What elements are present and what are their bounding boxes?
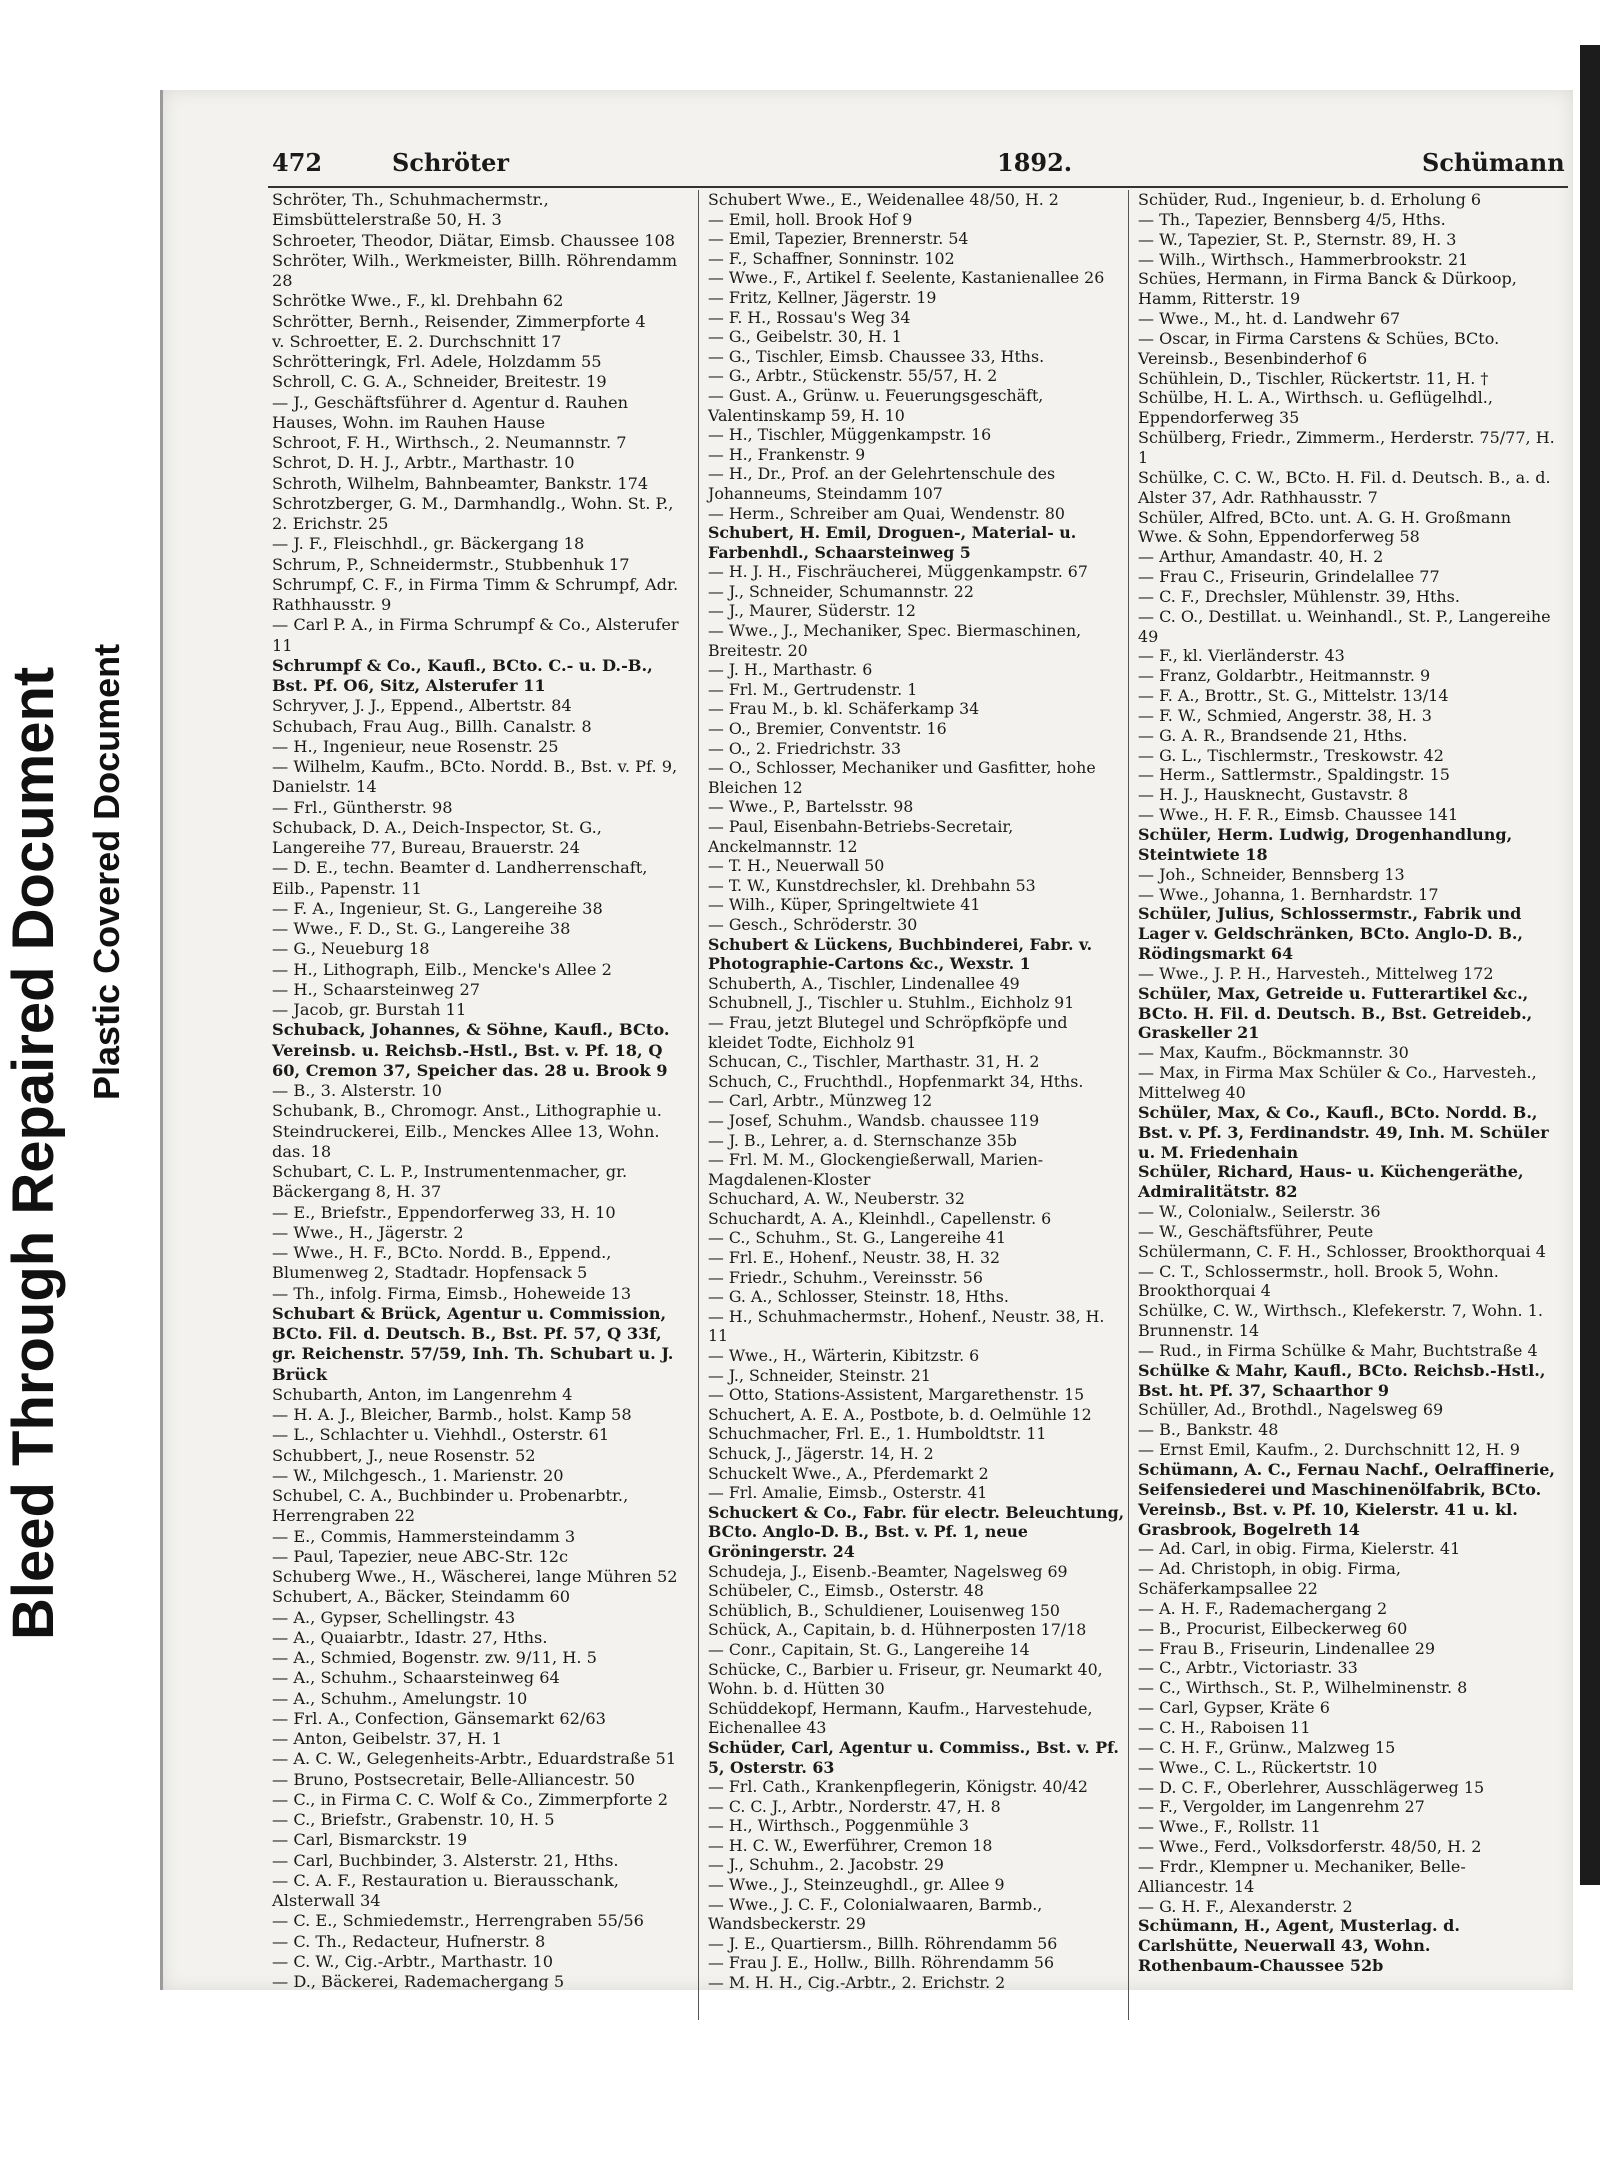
directory-entry: — Carl, Arbtr., Münzweg 12: [708, 1091, 933, 1111]
directory-entry: — W., Tapezier, St. P., Sternstr. 89, H. 3: [1138, 229, 1457, 249]
directory-entry: — Jacob, gr. Burstah 11: [272, 1000, 467, 1019]
directory-entry: — F. H., Rossau's Weg 34: [708, 307, 911, 327]
directory-entry: Schümann, A. C., Fernau Nachf., Oelraffinerie, Seifensiederei und Maschinenölfabrik, BCto. Vereinsb., Bst. v. Pf. 10, Kielerstr. 41 u. kl. Grasbrook, Bogelreth 14: [1138, 1460, 1555, 1539]
directory-entry: Schuck, J., Jägerstr. 14, H. 2: [708, 1444, 934, 1463]
directory-entry: — G., Arbtr., Stückenstr. 55/57, H. 2: [708, 366, 998, 386]
header-right-word: Schümann: [1422, 148, 1565, 177]
directory-entry: Schryver, J. J., Eppend., Albertstr. 84: [272, 696, 572, 716]
directory-entry: — O., Schlosser, Mechaniker und Gasfitter, hohe Bleichen 12: [708, 758, 1096, 797]
header-left-word: Schröter: [392, 148, 510, 177]
directory-entry: Schümann, H., Agent, Musterlag. d. Carlshütte, Neuerwall 43, Wohn. Rothenbaum-Chaussee 52b: [1138, 1916, 1460, 1976]
directory-entry: — J. F., Fleischhdl., gr. Bäckergang 18: [272, 534, 585, 554]
directory-entry: Schuberg Wwe., H., Wäscherei, lange Mühren 52: [272, 1567, 678, 1586]
directory-entry: — Emil, Tapezier, Brennerstr. 54: [708, 229, 969, 249]
directory-entry: — C., in Firma C. C. Wolf & Co., Zimmerpforte 2: [272, 1789, 669, 1809]
directory-entry: — Frau, jetzt Blutegel und Schröpfköpfe und kleidet Todte, Eichholz 91: [708, 1012, 1068, 1052]
directory-entry: — G., Neueburg 18: [272, 939, 430, 959]
directory-entry: — Wwe., J. C. F., Colonialwaaren, Barmb., Wandsbeckerstr. 29: [708, 1894, 1043, 1934]
directory-entry: Schüler, Max, Getreide u. Futterartikel &c., BCto. H. Fil. d. Deutsch. B., Bst. Getreideb., Graskeller 21: [1138, 983, 1533, 1043]
directory-entry: Schüler, Alfred, BCto. unt. A. G. H. Großmann Wwe. & Sohn, Eppendorferweg 58: [1138, 507, 1512, 547]
directory-entry: — Anton, Geibelstr. 37, H. 1: [272, 1729, 502, 1748]
directory-entry: — Bruno, Postsecretair, Belle-Alliancestr. 50: [272, 1769, 635, 1789]
directory-entry: Schroeter, Theodor, Diätar, Eimsb. Chaussee 108: [272, 230, 676, 250]
directory-entry: — Friedr., Schuhm., Vereinsstr. 56: [708, 1267, 983, 1287]
directory-entry: — H., Schuhmachermstr., Hohenf., Neustr. 38, H. 11: [708, 1306, 1105, 1346]
directory-entry: — H., Schaarsteinweg 27: [272, 979, 481, 999]
directory-entry: — Frau C., Friseurin, Grindelallee 77: [1138, 567, 1440, 587]
directory-entry: — A. C. W., Gelegenheits-Arbtr., Eduardstraße 51: [272, 1749, 677, 1769]
directory-entry: — Frl. Cath., Krankenpflegerin, Königstr. 40/42: [708, 1777, 1088, 1797]
directory-entry: — B., 3. Alsterstr. 10: [272, 1081, 442, 1100]
directory-entry: — Frl. M. M., Glockengießerwall, Marien-Magdalenen-Kloster: [708, 1150, 1044, 1189]
directory-entry: — F., Vergolder, im Langenrehm 27: [1138, 1797, 1425, 1817]
directory-entry: — C. W., Cig.-Arbtr., Marthastr. 10: [272, 1951, 554, 1971]
directory-entry: — D. C. F., Oberlehrer, Ausschlägerweg 15: [1138, 1777, 1485, 1797]
directory-entry: — C. H., Raboisen 11: [1138, 1717, 1311, 1737]
directory-entry: — Carl, Bismarckstr. 19: [272, 1830, 468, 1850]
directory-entry: Schülermann, C. F. H., Schlosser, Brookthorquai 4: [1138, 1241, 1546, 1261]
directory-entry: — Carl P. A., in Firma Schrumpf & Co., Alsterufer 11: [272, 615, 679, 655]
directory-entry: — H. J., Hausknecht, Gustavstr. 8: [1138, 785, 1409, 805]
directory-entry: Schubert & Lückens, Buchbinderei, Fabr. v. Photographie-Cartons &c., Wexstr. 1: [708, 934, 1093, 974]
directory-entry: — Conr., Capitain, St. G., Langereihe 14: [708, 1639, 1030, 1659]
directory-entry: — Wwe., Johanna, 1. Bernhardstr. 17: [1138, 884, 1439, 904]
directory-entry: — D. E., techn. Beamter d. Landherrenschaft, Eilb., Papenstr. 11: [272, 858, 648, 898]
directory-entry: Schrötke Wwe., F., kl. Drehbahn 62: [272, 291, 564, 311]
directory-entry: — Th., infolg. Firma, Eimsb., Hoheweide 13: [272, 1283, 632, 1303]
directory-entry: — F. W., Schmied, Angerstr. 38, H. 3: [1138, 705, 1432, 725]
directory-entry: — Frau J. E., Hollw., Billh. Röhrendamm 56: [708, 1953, 1055, 1973]
directory-entry: Schröter, Wilh., Werkmeister, Billh. Röhrendamm 28: [272, 250, 678, 290]
directory-entry: Schuback, D. A., Deich-Inspector, St. G., Langereihe 77, Bureau, Brauerstr. 24: [272, 817, 602, 857]
directory-entry: Schubbert, J., neue Rosenstr. 52: [272, 1445, 536, 1465]
directory-entry: — Wwe., F., Artikel f. Seelente, Kastanienallee 26: [708, 268, 1105, 288]
directory-entry: Schuchert, A. E. A., Postbote, b. d. Oelmühle 12: [708, 1404, 1092, 1424]
directory-entry: — L., Schlachter u. Viehhdl., Osterstr. 61: [272, 1425, 610, 1445]
directory-entry: — C. E., Schmiedemstr., Herrengraben 55/56: [272, 1911, 644, 1931]
directory-entry: Schubarth, Anton, im Langenrehm 4: [272, 1384, 573, 1404]
directory-entry: — Gesch., Schröderstr. 30: [708, 914, 918, 934]
directory-entry: — Herm., Sattlermstr., Spaldingstr. 15: [1138, 765, 1450, 785]
directory-entry: Schubert, H. Emil, Droguen-, Material- u. Farbenhdl., Schaarsteinweg 5: [708, 523, 1077, 562]
side-label-outer: Bleed Through Repaired Document: [1, 666, 66, 1640]
directory-entry: Schubach, Frau Aug., Billh. Canalstr. 8: [272, 716, 592, 736]
directory-entry: — H. A. J., Bleicher, Barmb., holst. Kamp 58: [272, 1405, 632, 1424]
directory-entry: Schüddekopf, Hermann, Kaufm., Harvestehude, Eichenallee 43: [708, 1698, 1093, 1738]
directory-entry: Schuback, Johannes, & Söhne, Kaufl., BCto. Vereinsb. u. Reichsb.-Hstl., Bst. v. Pf. 18, Q 60, Cremon 37, Speicher das. 28 u. Brook 9: [272, 1020, 670, 1080]
directory-entry: — C. O., Destillat. u. Weinhandl., St. P., Langereihe 49: [1138, 606, 1551, 646]
directory-entry: Schubnell, J., Tischler u. Stuhlm., Eichholz 91: [708, 993, 1075, 1013]
header-year: 1892.: [997, 148, 1073, 177]
directory-entry: — C. T., Schlossermstr., holl. Brook 5, Wohn. Brookthorquai 4: [1138, 1261, 1499, 1301]
directory-entry: — Carl, Gypser, Kräte 6: [1138, 1698, 1330, 1718]
directory-entry: — Wwe., F. D., St. G., Langereihe 38: [272, 919, 571, 938]
directory-entry: — Wwe., C. L., Rückertstr. 10: [1138, 1757, 1378, 1777]
directory-entry: Schucan, C., Tischler, Marthastr. 31, H. 2: [708, 1052, 1040, 1072]
directory-entry: Schüler, Richard, Haus- u. Küchengeräthe, Admiralitätstr. 82: [1138, 1162, 1524, 1202]
directory-entry: — Josef, Schuhm., Wandsb. chaussee 119: [708, 1110, 1040, 1130]
directory-entry: — G. L., Tischlermstr., Treskowstr. 42: [1138, 745, 1444, 765]
directory-entry: — Frl., Güntherstr. 98: [272, 797, 453, 817]
directory-entry: — J., Schuhm., 2. Jacobstr. 29: [708, 1855, 944, 1875]
directory-entry: Schrötter, Bernh., Reisender, Zimmerpforte 4: [272, 311, 646, 331]
directory-entry: Schück, A., Capitain, b. d. Hühnerposten 17/18: [708, 1620, 1087, 1640]
directory-entry: — Frdr., Klempner u. Mechaniker, Belle-Alliancestr. 14: [1138, 1856, 1466, 1896]
directory-entry: Schubart, C. L. P., Instrumentenmacher, gr. Bäckergang 8, H. 37: [272, 1162, 628, 1202]
directory-entry: Schühlein, D., Tischler, Rückertstr. 11, H. †: [1138, 368, 1489, 388]
directory-entry: — Max, Kaufm., Böckmannstr. 30: [1138, 1043, 1409, 1063]
directory-entry: — E., Briefstr., Eppendorferweg 33, H. 10: [272, 1202, 616, 1222]
directory-entry: — G. A. R., Brandsende 21, Hths.: [1138, 725, 1408, 745]
directory-entry: — O., 2. Friedrichstr. 33: [708, 738, 902, 758]
directory-entry: Schülbe, H. L. A., Wirthsch. u. Geflügelhdl., Eppendorferweg 35: [1138, 388, 1493, 428]
directory-entry: Schuckert & Co., Fabr. für electr. Beleuchtung, BCto. Anglo-D. B., Bst. v. Pf. 1, neue Gröningerstr. 24: [708, 1502, 1125, 1561]
directory-entry: — Herm., Schreiber am Quai, Wendenstr. 80: [708, 503, 1065, 523]
directory-entry: — A., Schuhm., Amelungstr. 10: [272, 1688, 528, 1708]
directory-entry: Schrotzberger, G. M., Darmhandlg., Wohn. St. P., 2. Erichstr. 25: [272, 493, 674, 533]
directory-entry: — Rud., in Firma Schülke & Mahr, Buchtstraße 4: [1138, 1340, 1538, 1360]
directory-entry: Schülke, C. C. W., BCto. H. Fil. d. Deutsch. B., a. d. Alster 37, Adr. Rathhausstr. 7: [1138, 467, 1551, 507]
directory-entry: Schuckelt Wwe., A., Pferdemarkt 2: [708, 1463, 989, 1483]
directory-entry: — M. H. H., Cig.-Arbtr., 2. Erichstr. 2: [708, 1973, 1006, 1993]
directory-entry: — J., Schneider, Schumannstr. 22: [708, 581, 974, 601]
directory-entry: Schubert, A., Bäcker, Steindamm 60: [272, 1587, 571, 1607]
directory-entry: — C. Th., Redacteur, Hufnerstr. 8: [272, 1931, 546, 1951]
directory-entry: Schuchardt, A. A., Kleinhdl., Capellenstr. 6: [708, 1208, 1052, 1228]
directory-entry: — J., Maurer, Süderstr. 12: [708, 601, 916, 621]
directory-entry: — H. J. H., Fischräucherei, Müggenkampstr. 67: [708, 562, 1088, 582]
directory-entry: — Frau M., b. kl. Schäferkamp 34: [708, 699, 980, 719]
directory-entry: — G. H. F., Alexanderstr. 2: [1138, 1896, 1353, 1916]
directory-entry: — T. H., Neuerwall 50: [708, 856, 885, 876]
directory-entry: Schüder, Rud., Ingenieur, b. d. Erholung 6: [1138, 190, 1482, 209]
directory-entry: — Ernst Emil, Kaufm., 2. Durchschnitt 12, H. 9: [1138, 1440, 1520, 1460]
directory-entry: — Wilh., Küper, Springeltwiete 41: [708, 895, 981, 915]
directory-entry: Schuchard, A. W., Neuberstr. 32: [708, 1189, 965, 1209]
column-divider: [1128, 190, 1129, 2020]
directory-entry: — Wwe., M., ht. d. Landwehr 67: [1138, 309, 1401, 329]
directory-entry: — Frl. M., Gertrudenstr. 1: [708, 679, 918, 699]
directory-entry: — Wwe., P., Bartelsstr. 98: [708, 797, 914, 817]
directory-entry: — A., Gypser, Schellingstr. 43: [272, 1607, 516, 1627]
directory-entry: Schuberth, A., Tischler, Lindenallee 49: [708, 973, 1020, 993]
directory-entry: — Wwe., H. F. R., Eimsb. Chaussee 141: [1138, 805, 1459, 825]
directory-entry: — C. H. F., Grünw., Malzweg 15: [1138, 1737, 1396, 1757]
side-label-inner: Plastic Covered Document: [86, 643, 127, 1100]
scan-edge-bar: [1580, 45, 1600, 1885]
directory-entry: Schubel, C. A., Buchbinder u. Probenarbtr., Herrengraben 22: [272, 1486, 629, 1526]
directory-entry: — H., Frankenstr. 9: [708, 444, 866, 464]
directory-entry: — C., Wirthsch., St. P., Wilhelminenstr. 8: [1138, 1678, 1468, 1698]
directory-entry: Schroll, C. G. A., Schneider, Breitestr. 19: [272, 372, 607, 392]
header-rule: [268, 186, 1568, 188]
directory-entry: — Emil, holl. Brook Hof 9: [708, 209, 913, 229]
directory-entry: — A., Quaiarbtr., Idastr. 27, Hths.: [272, 1627, 548, 1647]
directory-entry: — Max, in Firma Max Schüler & Co., Harvesteh., Mittelweg 40: [1138, 1063, 1537, 1102]
directory-entry: — O., Bremier, Conventstr. 16: [708, 719, 947, 739]
directory-entry: Schröter, Th., Schuhmachermstr., Eimsbüttelerstraße 50, H. 3: [272, 190, 549, 230]
directory-entry: — Arthur, Amandastr. 40, H. 2: [1138, 547, 1384, 567]
page-header: [272, 148, 1600, 182]
directory-entry: — J., Schneider, Steinstr. 21: [708, 1365, 931, 1385]
directory-entry: — G., Geibelstr. 30, H. 1: [708, 327, 902, 347]
directory-entry: Schubart & Brück, Agentur u. Commission, BCto. Fil. d. Deutsch. B., Bst. Pf. 57, Q 33f, gr. Reichenstr. 57/59, Inh. Th. Schubart u. J. Brück: [272, 1303, 674, 1384]
directory-entry: — Wilhelm, Kaufm., BCto. Nordd. B., Bst. v. Pf. 9, Danielstr. 14: [272, 757, 678, 797]
directory-entry: — D., Bäckerei, Rademachergang 5: [272, 1972, 565, 1991]
directory-entry: Schüler, Julius, Schlossermstr., Fabrik und Lager v. Geldschränken, BCto. Anglo-D. B., Rödingsmarkt 64: [1138, 904, 1523, 964]
directory-entry: — Wwe., H. F., BCto. Nordd. B., Eppend., Blumenweg 2, Stadtadr. Hopfensack 5: [272, 1243, 612, 1283]
directory-entry: Schübeler, C., Eimsb., Osterstr. 48: [708, 1581, 984, 1601]
directory-entry: Schrumpf, C. F., in Firma Timm & Schrumpf, Adr. Rathhausstr. 9: [272, 574, 679, 614]
directory-entry: — J., Geschäftsführer d. Agentur d. Rauhen Hauses, Wohn. im Rauhen Hause: [272, 392, 629, 432]
directory-entry: — C., Briefstr., Grabenstr. 10, H. 5: [272, 1810, 555, 1829]
directory-entry: — Frl. Amalie, Eimsb., Osterstr. 41: [708, 1483, 988, 1503]
column-divider: [698, 190, 699, 2020]
directory-entry: — C. F., Drechsler, Mühlenstr. 39, Hths.: [1138, 586, 1460, 606]
directory-entry: — B., Procurist, Eilbeckerweg 60: [1138, 1618, 1408, 1638]
directory-entry: Schrötteringk, Frl. Adele, Holzdamm 55: [272, 352, 602, 371]
directory-entry: — Paul, Eisenbahn-Betriebs-Secretair, Anckelmannstr. 12: [708, 817, 1014, 856]
directory-entry: — C. C. J., Arbtr., Norderstr. 47, H. 8: [708, 1796, 1001, 1816]
directory-entry: — A., Schmied, Bogenstr. zw. 9/11, H. 5: [272, 1648, 597, 1667]
directory-entry: — J. E., Quartiersm., Billh. Röhrendamm 56: [708, 1933, 1058, 1953]
directory-entry: — Carl, Buchbinder, 3. Alsterstr. 21, Hths.: [272, 1850, 619, 1870]
directory-entry: — Joh., Schneider, Bennsberg 13: [1138, 864, 1405, 884]
directory-entry: Schücke, C., Barbier u. Friseur, gr. Neumarkt 40, Wohn. b. d. Hütten 30: [708, 1659, 1103, 1699]
directory-entry: Schudeja, J., Eisenb.-Beamter, Nagelsweg 69: [708, 1561, 1068, 1581]
directory-entry: — C., Schuhm., St. G., Langereihe 41: [708, 1228, 1007, 1248]
directory-entry: — H., Tischler, Müggenkampstr. 16: [708, 425, 992, 445]
directory-entry: — H., Wirthsch., Poggenmühle 3: [708, 1816, 969, 1836]
directory-column-2: [708, 190, 1126, 1993]
directory-column-3: [1138, 190, 1556, 1976]
directory-entry: — E., Commis, Hammersteindamm 3: [272, 1526, 576, 1546]
directory-entry: Schües, Hermann, in Firma Banck & Dürkoop, Hamm, Ritterstr. 19: [1138, 269, 1517, 309]
directory-entry: Schubank, B., Chromogr. Anst., Lithographie u. Steindruckerei, Eilb., Menckes Allee 13, Wohn. das. 18: [272, 1101, 662, 1161]
directory-entry: Schüder, Carl, Agentur u. Commiss., Bst. v. Pf. 5, Osterstr. 63: [708, 1737, 1119, 1777]
directory-entry: — A. H. F., Rademachergang 2: [1138, 1598, 1388, 1618]
directory-entry: — C. A. F., Restauration u. Bierausschank, Alsterwall 34: [272, 1870, 619, 1910]
directory-entry: Schroth, Wilhelm, Bahnbeamter, Bankstr. 174: [272, 473, 649, 493]
directory-entry: Schubert Wwe., E., Weidenallee 48/50, H. 2: [708, 190, 1059, 209]
directory-entry: — G. A., Schlosser, Steinstr. 18, Hths.: [708, 1287, 1009, 1307]
directory-entry: — Frl. A., Confection, Gänsemarkt 62/63: [272, 1708, 606, 1728]
directory-entry: — J. B., Lehrer, a. d. Sternschanze 35b: [708, 1130, 1017, 1150]
directory-entry: Schuchmacher, Frl. E., 1. Humboldtstr. 11: [708, 1424, 1047, 1444]
directory-entry: — Paul, Tapezier, neue ABC-Str. 12c: [272, 1546, 569, 1566]
directory-entry: — Ad. Christoph, in obig. Firma, Schäferkampsallee 22: [1138, 1559, 1401, 1599]
directory-entry: — F. A., Brottr., St. G., Mittelstr. 13/14: [1138, 686, 1449, 706]
directory-entry: Schülberg, Friedr., Zimmerm., Herderstr. 75/77, H. 1: [1138, 428, 1555, 467]
directory-entry: Schülke, C. W., Wirthsch., Klefekerstr. 7, Wohn. 1. Brunnenstr. 14: [1138, 1301, 1543, 1341]
directory-entry: — Wwe., J. P. H., Harvesteh., Mittelweg 172: [1138, 963, 1494, 983]
directory-entry: — W., Geschäftsführer, Peute: [1138, 1221, 1374, 1241]
directory-entry: Schrot, D. H. J., Arbtr., Marthastr. 10: [272, 453, 575, 473]
directory-entry: — Wilh., Wirthsch., Hammerbrookstr. 21: [1138, 249, 1469, 269]
directory-entry: — H. C. W., Ewerführer, Cremon 18: [708, 1835, 993, 1855]
directory-entry: — B., Bankstr. 48: [1138, 1420, 1279, 1440]
directory-entry: Schrumpf & Co., Kaufl., BCto. C.- u. D.-B., Bst. Pf. O6, Sitz, Alsterufer 11: [272, 655, 653, 695]
directory-entry: — Fritz, Kellner, Jägerstr. 19: [708, 287, 937, 307]
directory-entry: — Frau B., Friseurin, Lindenallee 29: [1138, 1638, 1436, 1658]
directory-column-1: [272, 190, 690, 1992]
directory-entry: Schüler, Max, & Co., Kaufl., BCto. Nordd. B., Bst. v. Pf. 3, Ferdinandstr. 49, Inh. M. Schüler u. M. Friedenhain: [1138, 1102, 1549, 1162]
directory-entry: — T. W., Kunstdrechsler, kl. Drehbahn 53: [708, 875, 1036, 895]
directory-entry: — J. H., Marthastr. 6: [708, 660, 873, 680]
directory-entry: — F. A., Ingenieur, St. G., Langereihe 38: [272, 898, 603, 918]
directory-entry: — Wwe., J., Steinzeughdl., gr. Allee 9: [708, 1875, 1005, 1895]
directory-entry: — G., Tischler, Eimsb. Chaussee 33, Hths.: [708, 346, 1045, 366]
directory-entry: — W., Milchgesch., 1. Marienstr. 20: [272, 1465, 564, 1485]
directory-entry: Schrum, P., Schneidermstr., Stubbenhuk 17: [272, 554, 630, 574]
directory-entry: — Franz, Goldarbtr., Heitmannstr. 9: [1138, 666, 1431, 686]
directory-entry: — W., Colonialw., Seilerstr. 36: [1138, 1202, 1381, 1222]
directory-entry: Schroot, F. H., Wirthsch., 2. Neumannstr. 7: [272, 433, 627, 452]
directory-entry: — H., Dr., Prof. an der Gelehrtenschule des Johanneums, Steindamm 107: [708, 464, 1056, 503]
directory-entry: — Otto, Stations-Assistent, Margarethenstr. 15: [708, 1385, 1085, 1405]
directory-entry: Schuch, C., Fruchthdl., Hopfenmarkt 34, Hths.: [708, 1071, 1084, 1091]
directory-entry: v. Schroetter, E. 2. Durchschnitt 17: [272, 331, 562, 351]
directory-entry: — Wwe., Ferd., Volksdorferstr. 48/50, H. 2: [1138, 1837, 1482, 1857]
directory-entry: — C., Arbtr., Victoriastr. 33: [1138, 1658, 1358, 1678]
directory-entry: — Th., Tapezier, Bennsberg 4/5, Hths.: [1138, 209, 1446, 229]
directory-entry: — F., Schaffner, Sonninstr. 102: [708, 248, 955, 268]
page-number: 472: [272, 148, 323, 177]
directory-entry: — Gust. A., Grünw. u. Feuerungsgeschäft, Valentinskamp 59, H. 10: [708, 385, 1044, 425]
directory-entry: — H., Ingenieur, neue Rosenstr. 25: [272, 736, 559, 756]
directory-entry: Schülke & Mahr, Kaufl., BCto. Reichsb.-Hstl., Bst. ht. Pf. 37, Schaarthor 9: [1138, 1360, 1546, 1400]
directory-entry: — F., kl. Vierländerstr. 43: [1138, 646, 1345, 666]
directory-entry: — H., Lithograph, Eilb., Mencke's Allee 2: [272, 959, 612, 979]
directory-entry: Schüller, Ad., Brothdl., Nagelsweg 69: [1138, 1400, 1444, 1420]
directory-entry: — A., Schuhm., Schaarsteinweg 64: [272, 1668, 560, 1688]
directory-entry: — Wwe., J., Mechaniker, Spec. Biermaschinen, Breitestr. 20: [708, 621, 1082, 660]
directory-entry: Schüler, Herm. Ludwig, Drogenhandlung, Steintwiete 18: [1138, 825, 1513, 864]
directory-entry: — Frl. E., Hohenf., Neustr. 38, H. 32: [708, 1248, 1001, 1268]
directory-entry: — Wwe., F., Rollstr. 11: [1138, 1817, 1321, 1837]
directory-entry: — Wwe., H., Jägerstr. 2: [272, 1222, 464, 1242]
directory-entry: — Ad. Carl, in obig. Firma, Kielerstr. 41: [1138, 1539, 1461, 1559]
directory-entry: Schüblich, B., Schuldiener, Louisenweg 150: [708, 1600, 1060, 1620]
directory-entry: — Wwe., H., Wärterin, Kibitzstr. 6: [708, 1346, 980, 1366]
directory-entry: — Oscar, in Firma Carstens & Schües, BCto. Vereinsb., Besenbinderhof 6: [1138, 328, 1500, 368]
